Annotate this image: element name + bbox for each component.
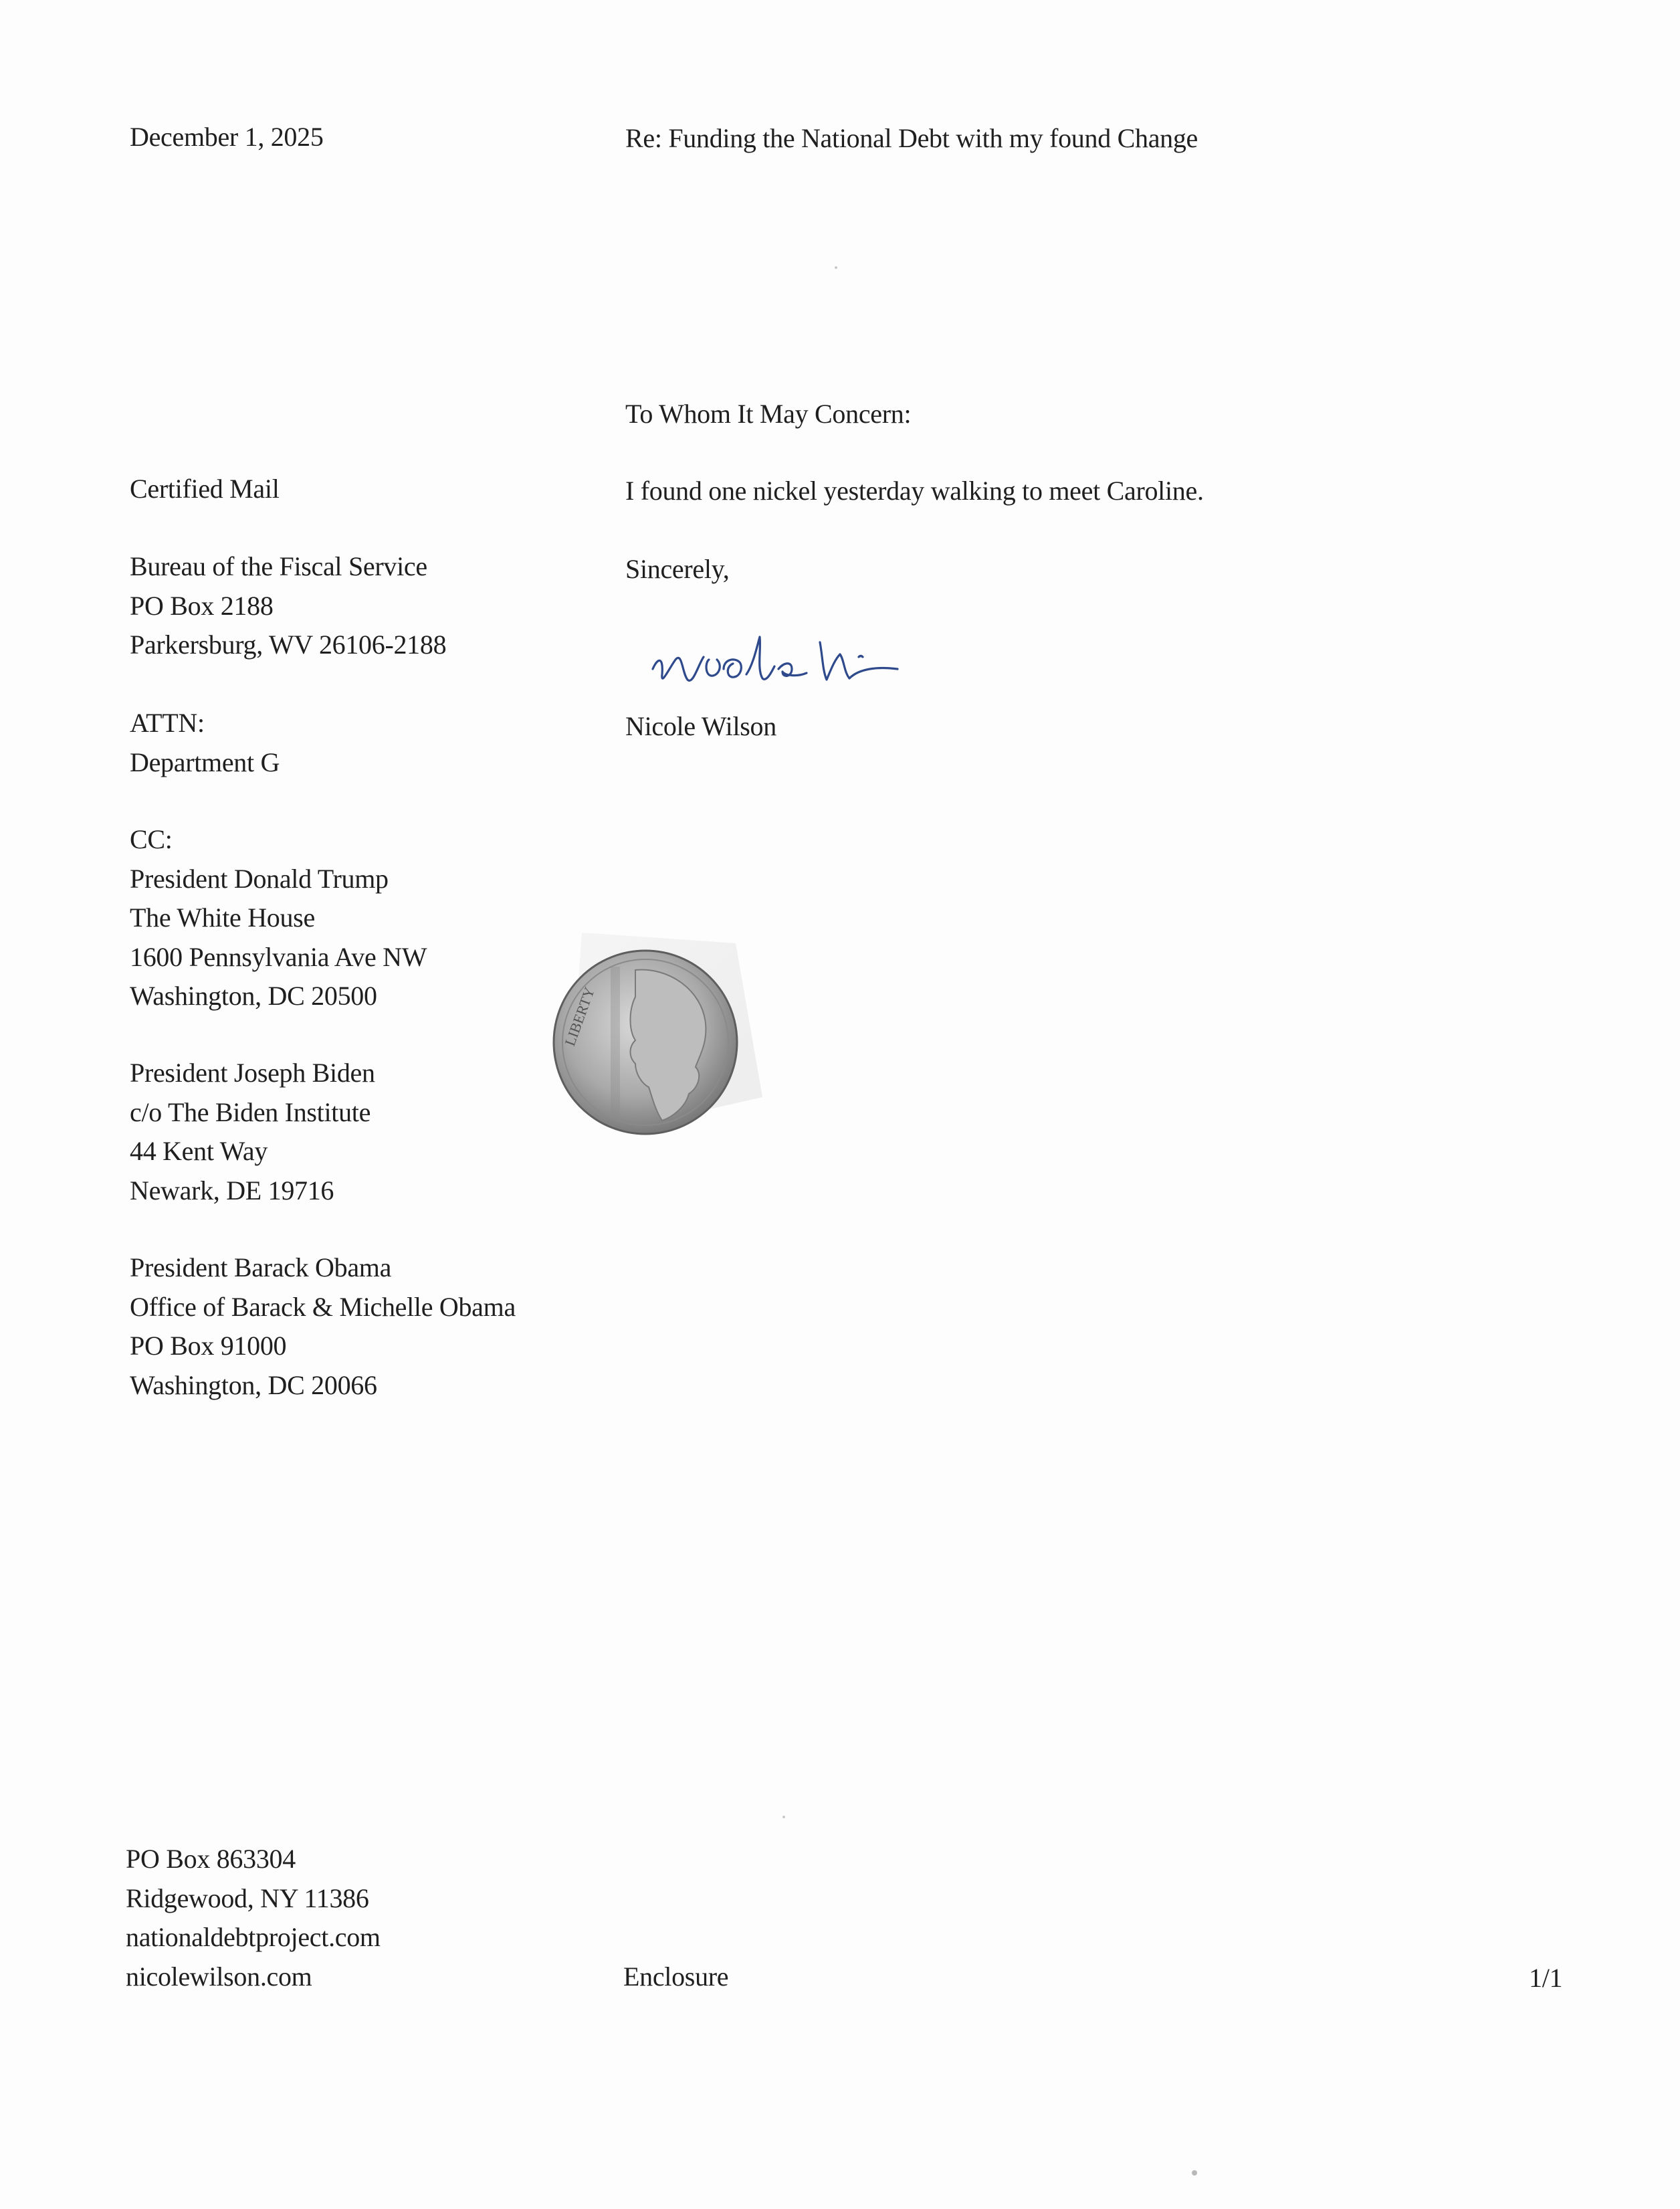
cc-label: CC: — [130, 824, 173, 854]
cc-block-trump — [130, 820, 427, 1016]
sender-address — [126, 1840, 381, 1996]
scan-speck — [1192, 2170, 1197, 2176]
sender-line: Ridgewood, NY 11386 — [126, 1883, 369, 1913]
cc-block-obama — [130, 1248, 516, 1405]
page-number: 1/1 — [1529, 1963, 1563, 1993]
address-line: Washington, DC 20066 — [130, 1369, 377, 1400]
salutation: To Whom It May Concern: — [625, 399, 912, 429]
letter-date: December 1, 2025 — [130, 122, 324, 152]
letter-subject: Re: Funding the National Debt with my found Change — [625, 123, 1198, 153]
nickel-coin-image — [535, 930, 776, 1151]
address-line: President Donald Trump — [130, 863, 389, 894]
address-line: Washington, DC 20500 — [130, 981, 377, 1011]
recipient-address — [130, 547, 446, 665]
delivery-method: Certified Mail — [130, 474, 280, 504]
attn-label: ATTN: — [130, 708, 205, 738]
attn-department: Department G — [130, 747, 280, 777]
sender-website: nicolewilson.com — [126, 1961, 312, 1992]
address-line: Bureau of the Fiscal Service — [130, 551, 427, 581]
scan-speck — [835, 266, 837, 269]
address-line: PO Box 2188 — [130, 590, 274, 621]
scan-speck — [782, 1816, 785, 1818]
address-line: 44 Kent Way — [130, 1136, 268, 1166]
address-line: President Joseph Biden — [130, 1058, 375, 1088]
address-line: c/o The Biden Institute — [130, 1096, 371, 1127]
address-line: 1600 Pennsylvania Ave NW — [130, 941, 427, 972]
address-line: The White House — [130, 902, 315, 933]
address-line: Newark, DE 19716 — [130, 1175, 334, 1206]
letter-body: I found one nickel yesterday walking to meet Caroline. — [625, 476, 1204, 506]
address-line: Office of Barack & Michelle Obama — [130, 1291, 516, 1322]
svg-text:LIBERTY: LIBERTY — [561, 985, 599, 1048]
address-line: President Barack Obama — [130, 1252, 392, 1282]
signer-name: Nicole Wilson — [625, 711, 776, 741]
address-line: PO Box 91000 — [130, 1331, 287, 1361]
cc-block-biden — [130, 1054, 375, 1210]
sender-website: nationaldebtproject.com — [126, 1922, 381, 1952]
address-line: Parkersburg, WV 26106-2188 — [130, 630, 447, 660]
closing: Sincerely, — [625, 554, 730, 584]
enclosure-note: Enclosure — [623, 1961, 729, 1992]
attn-block — [130, 704, 280, 782]
sender-line: PO Box 863304 — [126, 1844, 296, 1874]
signature-image — [649, 622, 996, 702]
